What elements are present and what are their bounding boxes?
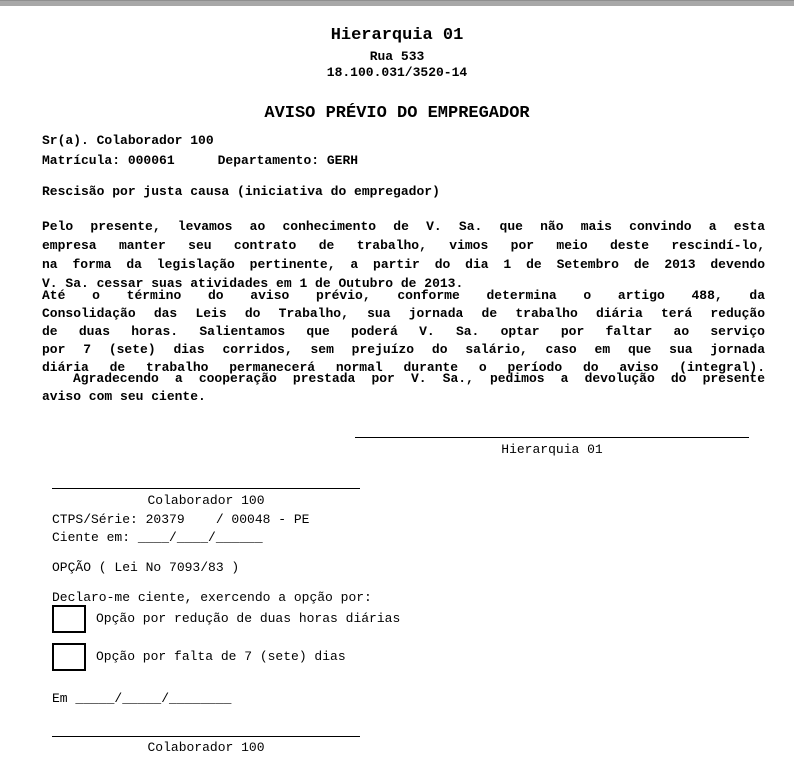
option-checkbox-reduction[interactable]: [52, 605, 86, 633]
company-address: Rua 533: [369, 49, 425, 64]
opcao-intro: Declaro-me ciente, exercendo a opção por:: [52, 590, 372, 605]
employee-signature-label: Colaborador 100: [147, 493, 265, 508]
employer-signature-label: Hierarquia 01: [501, 442, 603, 457]
opcao-heading: OPÇÃO ( Lei No 7093/83 ): [52, 560, 240, 575]
paragraph-terms: Até o término do aviso prévio, conforme determina o artigo 488, da Consolidação das Leis do Trabalho, sua jornada de trabalho diária terá redução de duas horas. Salientamos que poderá V. Sa. optar por faltar ao serviço por 7 (sete) dias corridos, sem prejuízo do salário, caso em que sua jornada diária de trabalho permanecerá normal durante o período do aviso (integral).: [42, 288, 765, 375]
em-date-line: Em _____/_____/________: [52, 691, 232, 706]
departamento: Departamento: GERH: [217, 153, 359, 168]
registration-row: [42, 152, 358, 170]
matricula: Matrícula: 000061: [42, 153, 175, 168]
paragraph-closing: Agradecendo a cooperação prestada por V. Sa., pedimos a devolução do presente aviso com seu ciente.: [42, 371, 765, 404]
company-name: Hierarquia 01: [330, 26, 464, 45]
window-top-bar: [0, 0, 794, 6]
document-title: AVISO PRÉVIO DO EMPREGADOR: [264, 104, 530, 123]
employer-signature-line: [355, 437, 749, 438]
option-row-reduction: [52, 605, 552, 633]
footer-signature-line: [52, 736, 360, 737]
salutation: Sr(a). Colaborador 100: [42, 133, 214, 148]
option-label-absence: Opção por falta de 7 (sete) dias: [96, 649, 346, 664]
ctps-serie: CTPS/Série: 20379 / 00048 - PE: [52, 512, 310, 527]
termination-reason: Rescisão por justa causa (iniciativa do empregador): [42, 184, 440, 199]
company-cnpj: 18.100.031/3520-14: [326, 65, 468, 80]
footer-signature-label: Colaborador 100: [147, 740, 265, 755]
option-row-absence: [52, 643, 552, 671]
option-checkbox-absence[interactable]: [52, 643, 86, 671]
ciente-date-line: Ciente em: ____/____/______: [52, 530, 263, 545]
option-label-reduction: Opção por redução de duas horas diárias: [96, 611, 401, 626]
paragraph-notice: Pelo presente, levamos ao conhecimento de V. Sa. que não mais convindo a esta empresa manter seu contrato de trabalho, vimos por meio deste rescindí-lo, na forma da legislação pertinente, a partir do dia 1 de Setembro de 2013 devendo V. Sa. cessar suas atividades em 1 de Outubro de 2013.: [42, 219, 765, 291]
employee-signature-line: [52, 488, 360, 489]
